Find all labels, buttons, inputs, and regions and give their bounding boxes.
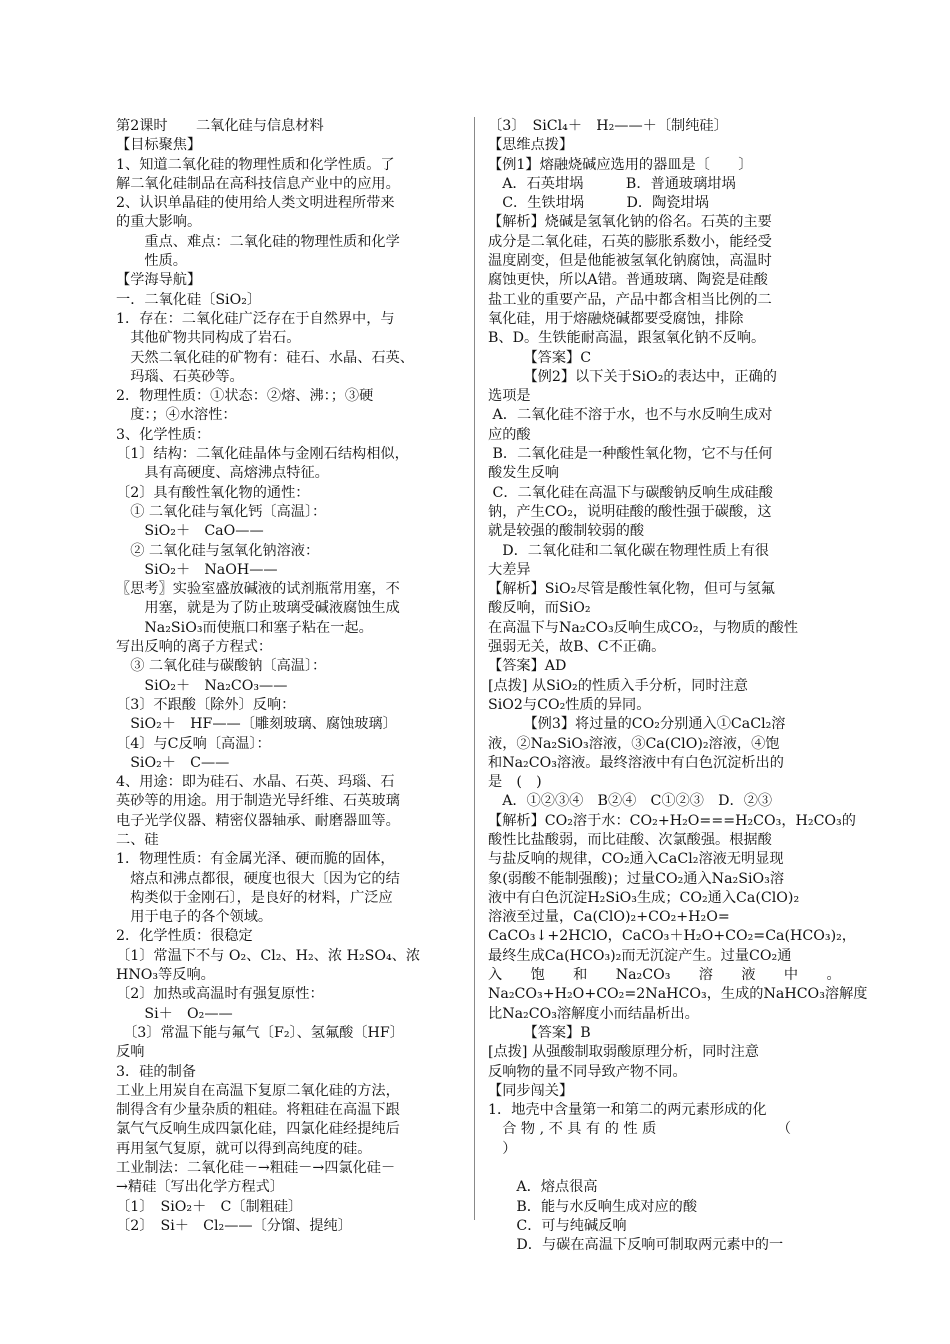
text-line: C．可与纯碱反响 xyxy=(488,1217,627,1234)
text-line: 〔1〕结构：二氧化硅晶体与金刚石结构相似， xyxy=(116,446,409,463)
text-line: 电子光学仪器、精密仪器轴承、耐磨器皿等。 xyxy=(116,812,400,829)
text-line: 氯气气反响生成四氯化硅，四氯化硅经提纯后 xyxy=(116,1121,400,1138)
text-line: 〔2〕具有酸性氧化物的通性： xyxy=(116,484,310,501)
text-line: 酸性比盐酸弱，而比硅酸、次氯酸强。根据酸 xyxy=(488,831,772,848)
text-line: 【解析】烧碱是氢氧化钠的俗名。石英的主要 xyxy=(488,214,772,231)
text-line: 酸反响，而SiO₂ xyxy=(488,600,591,617)
text-line: 用塞，就是为了防止玻璃受碱液腐蚀生成 xyxy=(116,600,400,617)
text-line: SiO₂＋ HF——〔雕刻玻璃、腐蚀玻璃〕 xyxy=(116,716,397,733)
text-line: 大差异 xyxy=(488,561,531,578)
text-line: 合 物 , 不 具 有 的 性 质 （ xyxy=(488,1121,792,1138)
text-line: 度：；④水溶性： xyxy=(116,407,237,424)
text-line: 液，②Na₂SiO₃溶液，③Ca(ClO)₂溶液，④饱 xyxy=(488,735,780,752)
text-line: 3．硅的制备 xyxy=(116,1063,196,1080)
text-line: 1．物理性质：有金属光泽、硬而脆的固体， xyxy=(116,851,395,868)
right-column xyxy=(488,117,868,1256)
text-line: Na₂SiO₃而使瓶口和塞子粘在一起。 xyxy=(116,619,373,636)
text-line: 氧化硅，用于熔融烧碱都要受腐蚀，排除 xyxy=(488,310,744,327)
text-line: 4、用途：即为硅石、水晶、石英、玛瑙、石 xyxy=(116,774,395,791)
text-line: 解二氧化硅制品在高科技信息产业中的应用。 xyxy=(116,175,400,192)
text-line: 酸发生反响 xyxy=(488,465,559,482)
text-line: SiO₂＋ NaOH—— xyxy=(116,561,278,578)
text-line: 〔1〕常温下不与 O₂、Cl₂、H₂、浓 H₂SO₄、浓 xyxy=(116,947,421,964)
text-line: 【答案】AD xyxy=(488,658,567,675)
text-line: 【目标聚焦】 xyxy=(116,137,202,154)
text-line: 与盐反响的规律，CO₂通入CaCl₂溶液无明显现 xyxy=(488,851,784,868)
text-line: HNO₃等反响。 xyxy=(116,967,215,984)
text-line: 〔3〕不跟酸〔除外〕反响： xyxy=(116,696,296,713)
text-line: 最终生成Ca(HCO₃)₂而无沉淀产生。过量CO₂通 xyxy=(488,947,792,964)
text-line: →精硅〔写出化学方程式〕 xyxy=(116,1179,284,1196)
text-line: 工业制法：二氧化硅－→粗硅－→四氯化硅－ xyxy=(116,1160,396,1177)
column-divider xyxy=(474,117,475,1220)
text-line: 英砂等的用途。用于制造光导纤维、石英玻璃 xyxy=(116,793,400,810)
text-line: 其他矿物共同构成了岩石。 xyxy=(116,330,301,347)
text-line: 熔点和沸点都很，硬度也很大〔因为它的结 xyxy=(116,870,400,887)
text-line: 比Na₂CO₃溶解度小而结晶析出。 xyxy=(488,1005,699,1022)
text-line: 入 饱 和 Na₂CO₃ 溶 液 中 。 xyxy=(488,967,841,984)
text-line: 1．存在：二氧化硅广泛存在于自然界中，与 xyxy=(116,310,395,327)
text-line: 【解析】SiO₂尽管是酸性氧化物，但可与氢氟 xyxy=(488,581,775,598)
text-line: C．二氧化硅在高温下与碳酸钠反响生成硅酸 xyxy=(488,484,773,501)
text-line: 【例3】将过量的CO₂分别通入①CaCl₂溶 xyxy=(488,716,786,733)
text-line: 【学海导航】 xyxy=(116,272,202,289)
text-line: 2．物理性质：①状态：②熔、沸：；③硬 xyxy=(116,388,374,405)
text-line: 选项是 xyxy=(488,388,531,405)
text-line: 腐蚀更快，所以A错。普通玻璃、陶瓷是硅酸 xyxy=(488,272,768,289)
text-line: 第2课时 二氧化硅与信息材料 xyxy=(116,118,324,134)
text-line: D．与碳在高温下反响可制取两元素中的一 xyxy=(488,1237,784,1254)
text-line: 温度剧变，但是他能被氢氧化钠腐蚀，高温时 xyxy=(488,253,772,270)
text-line: SiO₂＋ CaO—— xyxy=(116,523,264,540)
text-line: CaCO₃↓+2HClO，CaCO₃＋H₂O+CO₂=Ca(HCO₃)₂， xyxy=(488,928,856,945)
text-line: 象(弱酸不能制强酸)；过量CO₂通入Na₂SiO₃溶 xyxy=(488,870,785,887)
text-line: 反响 xyxy=(116,1044,145,1061)
text-line: A．石英坩埚 B．普通玻璃坩埚 xyxy=(488,175,736,192)
text-line: 用于电子的各个领域。 xyxy=(116,909,273,926)
text-line: 【例1】熔融烧碱应选用的器皿是〔 〕 xyxy=(488,156,753,173)
text-line: 3、化学性质： xyxy=(116,426,211,443)
text-line: 1．地壳中含量第一和第二的两元素形成的化 xyxy=(488,1102,767,1119)
text-line: 构类似于金刚石〕，是良好的材料，广泛应 xyxy=(116,889,393,906)
text-line: 液中有白色沉淀H₂SiO₃生成；CO₂通入Ca(ClO)₂ xyxy=(488,889,800,906)
text-line: 【例2】以下关于SiO₂的表达中，正确的 xyxy=(488,368,777,385)
text-line: 反响物的量不同导致产物不同。 xyxy=(488,1063,687,1080)
text-line: 性质。 xyxy=(116,253,187,270)
text-line: A．熔点很高 xyxy=(488,1179,598,1196)
text-line: D．二氧化硅和二氧化碳在物理性质上有很 xyxy=(488,542,769,559)
text-line: 天然二氧化硅的矿物有：硅石、水晶、石英、 xyxy=(116,349,414,366)
text-line: ① 二氧化硅与氧化钙〔高温〕： xyxy=(116,503,327,520)
text-line: 【同步闯关】 xyxy=(488,1082,574,1099)
text-line: 【解析】CO₂溶于水：CO₂+H₂O===H₂CO₃，H₂CO₃的 xyxy=(488,812,856,829)
text-line: 〖思考〗实验室盛放碱液的试剂瓶常用塞，不 xyxy=(116,581,400,598)
text-line: 应的酸 xyxy=(488,426,531,443)
text-line: 一．二氧化硅〔SiO₂〕 xyxy=(116,291,262,308)
text-line: 溶液至过量，Ca(ClO)₂+CO₂+H₂O= xyxy=(488,909,730,926)
text-line xyxy=(488,1159,834,1178)
text-line: B．二氧化硅是一种酸性氧化物，它不与任何 xyxy=(488,446,773,463)
text-line: 再用氢气复原，就可以得到高纯度的硅。 xyxy=(116,1140,372,1157)
text-line: A．①②③④ B②④ C①②③ D．②③ xyxy=(488,793,773,810)
text-line: 〔2〕 Si＋ Cl₂——〔分馏、提纯〕 xyxy=(116,1217,352,1234)
text-line: 【答案】C xyxy=(488,349,592,366)
text-line: ② 二氧化硅与氢氧化钠溶液： xyxy=(116,542,320,559)
text-line: 的重大影响。 xyxy=(116,214,202,231)
text-line: 盐工业的重要产品，产品中都含相当比例的二 xyxy=(488,291,772,308)
text-line: [点拨] 从强酸制取弱酸原理分析，同时注意 xyxy=(488,1044,759,1061)
text-line: 2、认识单晶硅的使用给人类文明进程所带来 xyxy=(116,195,395,212)
text-line: SiO₂＋ Na₂CO₃—— xyxy=(116,677,288,694)
left-column xyxy=(116,117,464,1236)
text-line: 工业上用炭自在高温下复原二氧化硅的方法， xyxy=(116,1082,400,1099)
text-line: B．能与水反响生成对应的酸 xyxy=(488,1198,698,1215)
text-line: 制得含有少量杂质的粗硅。将粗硅在高温下跟 xyxy=(116,1102,400,1119)
text-line: A．二氧化硅不溶于水，也不与水反响生成对 xyxy=(488,407,773,424)
text-line: [点拨] 从SiO₂的性质入手分析，同时注意 xyxy=(488,677,748,694)
text-line: 2．化学性质：很稳定 xyxy=(116,928,253,945)
text-line: 〔1〕 SiO₂＋ C〔制粗硅〕 xyxy=(116,1198,303,1215)
text-line: 钠，产生CO₂，说明硅酸的酸性强于碳酸，这 xyxy=(488,503,772,520)
text-line: 强弱无关，故B、C不正确。 xyxy=(488,639,666,656)
text-line: 〔4〕与C反响〔高温〕： xyxy=(116,735,271,752)
text-line: 【思维点拨】 xyxy=(488,137,574,154)
text-line: ③ 二氧化硅与碳酸钠〔高温〕： xyxy=(116,658,327,675)
text-line: 在高温下与Na₂CO₃反响生成CO₂，与物质的酸性 xyxy=(488,619,798,636)
text-line: 〔2〕加热或高温时有强复原性： xyxy=(116,986,324,1003)
text-line: 是 ( ) xyxy=(488,774,542,791)
text-line: 二、硅 xyxy=(116,831,159,848)
text-line: C．生铁坩埚 D．陶瓷坩埚 xyxy=(488,195,709,212)
text-line: SiO₂＋ C—— xyxy=(116,754,230,771)
text-line: 【答案】B xyxy=(488,1024,591,1041)
text-line: Si＋ O₂—— xyxy=(116,1005,233,1022)
text-line: 和Na₂CO₃溶液。最终溶液中有白色沉淀析出的 xyxy=(488,754,784,771)
text-line: 就是较强的酸制较弱的酸 xyxy=(488,523,645,540)
text-line: 写出反响的离子方程式： xyxy=(116,639,273,656)
text-line: 1、知道二氧化硅的物理性质和化学性质。了 xyxy=(116,156,395,173)
text-line: 〔3〕 SiCl₄＋ H₂——＋〔制纯硅〕 xyxy=(488,118,728,134)
text-line: B、D。生铁能耐高温，跟氢氧化钠不反响。 xyxy=(488,330,766,347)
text-line: 玛瑙、石英砂等。 xyxy=(116,368,244,385)
text-line: 具有高硬度、高熔沸点特征。 xyxy=(116,465,329,482)
text-line: 〔3〕常温下能与氟气〔F₂〕、氢氟酸〔HF〕 xyxy=(116,1024,404,1041)
text-line: SiO2与CO₂性质的异同。 xyxy=(488,696,651,713)
text-line: ） xyxy=(488,1140,517,1157)
text-line: Na₂CO₃+H₂O+CO₂=2NaHCO₃，生成的NaHCO₃溶解度 xyxy=(488,986,868,1003)
text-line: 重点、难点：二氧化硅的物理性质和化学 xyxy=(116,233,400,250)
text-line: 成分是二氧化硅，石英的膨胀系数小，能经受 xyxy=(488,233,772,250)
